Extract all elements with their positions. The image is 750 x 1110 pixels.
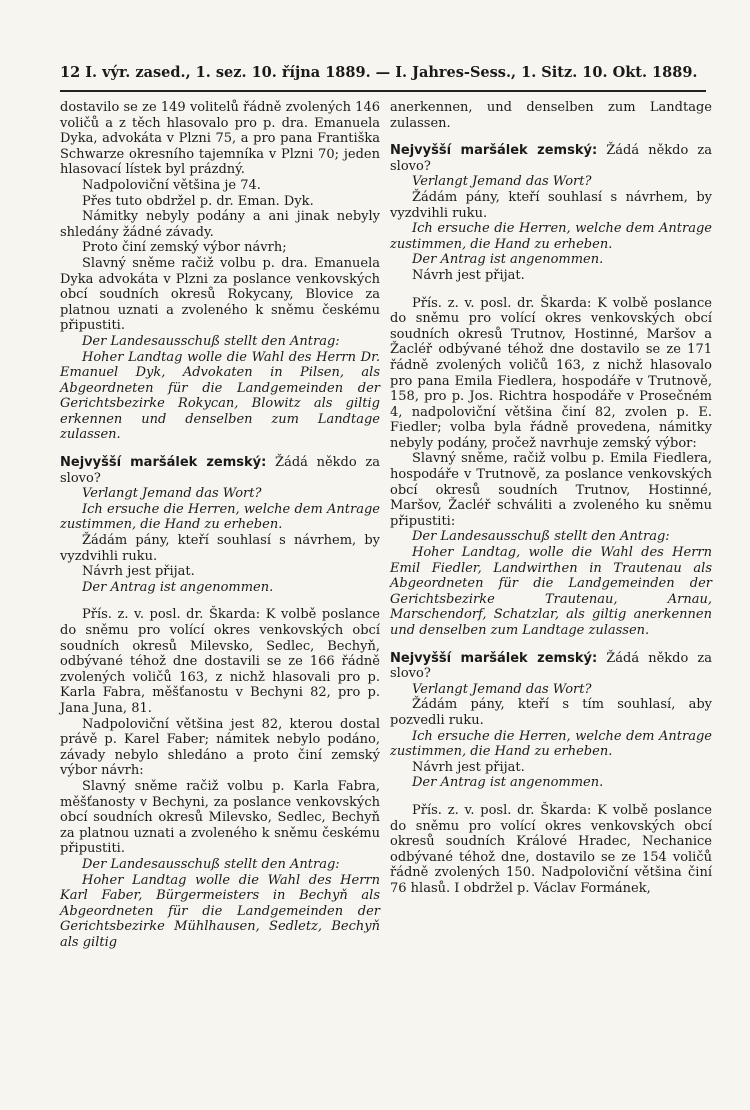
german-paragraph: Verlangt Jemand das Wort? <box>412 681 592 697</box>
speaker-paragraph-marshal <box>390 143 712 174</box>
speaker-label: Přís. z. v. posl. dr. Škarda: <box>82 607 261 623</box>
czech-paragraph: Nadpoloviční většina je 74. <box>82 177 261 193</box>
czech-paragraph: Návrh jest přijat. <box>412 267 525 283</box>
speaker-label: Nejvyšší maršálek zemský: <box>390 143 598 159</box>
german-paragraph: Verlangt Jemand das Wort? <box>82 486 262 502</box>
czech-paragraph: Návrh jest přijat. <box>412 759 525 775</box>
speaker-paragraph-skarda <box>60 607 380 716</box>
speaker-paragraph-skarda <box>390 803 712 897</box>
czech-paragraph: Žádám pány, kteří s tím souhlasí, aby pozvedli ruku. <box>390 697 712 728</box>
speaker-label: Nejvyšší maršálek zemský: <box>390 650 598 666</box>
speaker-label: Přís. z. v. posl. dr. Škarda: <box>412 295 592 311</box>
section-gap <box>390 131 712 143</box>
section-gap <box>60 443 380 455</box>
german-paragraph: Hoher Landtag wolle die Wahl des Herrn Dr. Emanuel Dyk, Advokaten in Pilsen, als Abgeordneten für die Landgemeinden der Gerichtsbezirke Rokycan, Blowitz als giltig erkennen und denselben zum Landtage zulassen. <box>60 349 380 443</box>
czech-paragraph: Nadpoloviční většina jest 82, kterou dostal právě p. Karel Faber; námitek nebylo podáno, závady nebylo shledáno a proto činí zemský výbor návrh: <box>60 716 380 779</box>
czech-paragraph: Námitky nebyly podány a ani jinak nebyly shledány žádné závady. <box>60 209 380 240</box>
section-gap <box>390 284 712 296</box>
german-paragraph: Der Landesausschuß stellt den Antrag: <box>82 856 340 872</box>
german-paragraph: Verlangt Jemand das Wort? <box>412 174 592 190</box>
german-paragraph: Der Landesausschuß stellt den Antrag: <box>412 529 670 545</box>
czech-paragraph: dostavilo se ze 149 volitelů řádně zvolených 146 voličů a z těch hlasovalo pro p. dra. Emanuela Dyka, advokáta v Plzni 75, a pro pana Františka Schwarze okresního tajemníka v Plzni 70; jeden hlasovací lístek byl prázdný. <box>60 100 380 178</box>
section-gap <box>390 639 712 651</box>
czech-paragraph: Přes tuto obdržel p. dr. Eman. Dyk. <box>82 193 314 209</box>
czech-paragraph: Proto činí zemský výbor návrh; <box>82 240 287 256</box>
czech-paragraph: anerkennen, und denselben zum Landtage zulassen. <box>390 100 712 131</box>
german-paragraph: Der Antrag ist angenommen. <box>412 252 604 268</box>
speaker-paragraph-marshal <box>390 651 712 682</box>
german-paragraph: Der Landesausschuß stellt den Antrag: <box>82 333 340 349</box>
speaker-text: K volbě poslance do sněmu pro volící okres venkovských obcí soudních okresů Trutnov, Hostinné, Maršov a Žacléř odbývané téhož dne dostavilo se ze 171 řádně zvolených voličů 163, z nichž hlasovalo pro pana Emila Fiedlera, hospodáře v Trutnově, 158, pro p. Jos. Richtra hospodáře v Prosečném 4, nadpoloviční většina činí 82, zvolen p. E. Fiedler; volba byla řádně provedena, námitky nebyly podány, pročež navrhuje zemský výbor: <box>390 295 712 451</box>
section-gap <box>60 595 380 607</box>
german-paragraph: Ich ersuche die Herren, welche dem Antrage zustimmen, die Hand zu erheben. <box>60 501 380 533</box>
speaker-label: Nejvyšší maršálek zemský: <box>60 455 267 471</box>
czech-paragraph: Žádám pány, kteří souhlasí s návrhem, by vyzdvihli ruku. <box>60 533 380 564</box>
german-paragraph: Der Antrag ist angenommen. <box>412 775 604 791</box>
left-column <box>60 100 380 950</box>
speaker-text: K volbě poslance do sněmu pro volící okres venkovských obcí okresů soudních Králové Hradec, Nechanice odbývané téhož dne, dostavilo se ze 154 voličů řádně zvolených 150. Nadpoloviční většina činí 76 hlasů. I obdržel p. Václav Formánek, <box>390 802 712 896</box>
header-rule <box>60 90 706 92</box>
czech-paragraph: Žádám pány, kteří souhlasí s návrhem, by vyzdvihli ruku. <box>390 189 712 221</box>
german-paragraph: Hoher Landtag, wolle die Wahl des Herrn Emil Fiedler, Landwirthen in Trautenau als Abgeordneten für die Landgemeinden der Gerichtsbezirke Trautenau, Arnau, Marschendorf, Schatzlar, als giltig anerkennen und denselben zum Landtage zulassen. <box>390 545 712 638</box>
czech-paragraph: Slavný sněme račiž volbu p. Karla Fabra, měšťanosty v Bechyni, za poslance venkovských obcí soudních okresů Milevsko, Sedlec, Bechyň za platnou uznati a zvoleného k sněmu českému připustiti. <box>60 778 380 857</box>
right-column <box>390 100 712 897</box>
speaker-text: Žádá někdo za slovo? <box>390 143 712 174</box>
speaker-text: Žádá někdo za slovo? <box>60 455 380 486</box>
czech-paragraph: Slavný sněme račiž volbu p. dra. Emanuela Dyka advokáta v Plzni za poslance venkovských obcí soudních okresů Rokycany, Blovice za platnou uznati a zvoleného k sněmu českému připustiti. <box>60 255 380 334</box>
german-paragraph: Ich ersuche die Herren, welche dem Antrage zustimmen, die Hand zu erheben. <box>390 221 712 252</box>
german-paragraph: Ich ersuche die Herren, welche dem Antrage zustimmen, die Hand zu erheben. <box>390 728 712 760</box>
german-paragraph: Der Antrag ist angenommen. <box>82 579 274 595</box>
speaker-label: Přís. z. v. posl. dr. Škarda: <box>412 802 592 818</box>
czech-paragraph: Slavný sněme, račiž volbu p. Emila Fiedlera, hospodáře v Trutnově, za poslance venkovských obcí okresů soudních Trutnov, Hostinné, Maršov, Žacléř schváliti a zvoleného ku sněmu připustiti: <box>390 451 712 529</box>
speaker-paragraph-marshal <box>60 455 380 486</box>
speaker-paragraph-skarda <box>390 296 712 452</box>
czech-paragraph: Návrh jest přijat. <box>82 564 195 580</box>
page-header: 12 I. výr. zased., 1. sez. 10. října 1889. — I. Jahres-Sess., 1. Sitz. 10. Okt. 1889. <box>60 64 698 81</box>
speaker-text: Žádá někdo za slovo? <box>390 650 712 682</box>
german-paragraph: Hoher Landtag wolle die Wahl des Herrn Karl Faber, Bürgermeisters in Bechyň als Abgeordneten für die Landgemeinden der Gerichtsbezirke Mühlhausen, Sedletz, Bechyň als giltig <box>60 872 380 950</box>
speaker-text: K volbě poslance do sněmu pro volící okres venkovských obcí soudních okresů Milevsko, Sedlec, Bechyň, odbývané téhož dne dostavili se ze 166 řádně zvolených voličů 163, z nichž hlasovali pro p. Karla Fabra, měšťanostu v Bechyni 82, pro p. Jana Juna, 81. <box>60 607 380 716</box>
section-gap <box>390 791 712 803</box>
